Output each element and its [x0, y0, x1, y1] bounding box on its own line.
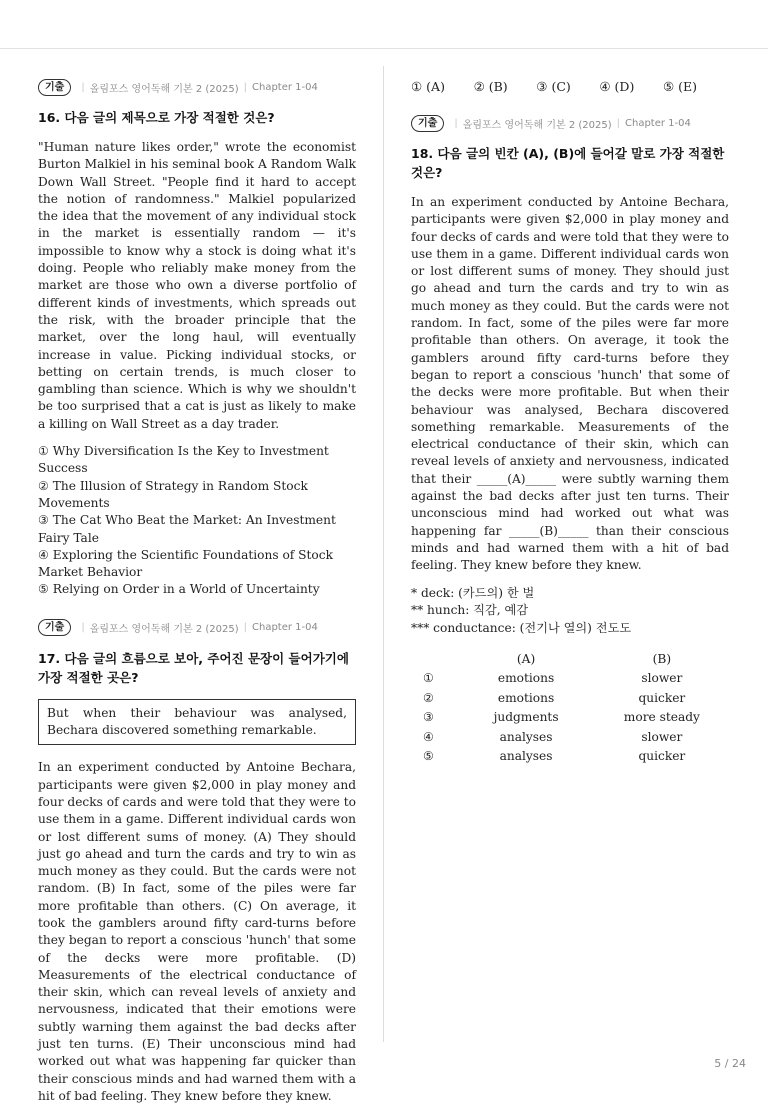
q18-option-row	[415, 727, 729, 747]
q18-option-row	[415, 747, 729, 767]
col-header-a: (A)	[516, 651, 536, 666]
q16-choice: ④ Exploring the Scientific Foundations of Stock Market Behavior	[38, 547, 333, 580]
option-number: ①	[423, 671, 434, 686]
q18-source-line	[411, 114, 729, 132]
q17-source: 올림포스 영어독해 기본 2 (2025)	[89, 624, 239, 636]
header-rule	[0, 48, 768, 49]
separator: |	[616, 117, 621, 129]
q18-options-header	[415, 649, 729, 669]
q17-given-sentence-box: But when their behaviour was analysed, Bechara discovered something remarkable.	[38, 699, 356, 746]
q18-source: 올림포스 영어독해 기본 2 (2025)	[462, 119, 612, 131]
q18-footnote: * deck: (카드의) 한 벌	[411, 585, 535, 600]
option-b: slower	[641, 729, 683, 744]
option-a: analyses	[499, 749, 553, 764]
q18-footnote: ** hunch: 직감, 예감	[411, 603, 529, 618]
q18-option-row	[415, 669, 729, 689]
q17-chapter: Chapter 1-04	[252, 622, 318, 634]
right-column	[411, 78, 729, 766]
q16-choice: ⑤ Relying on Order in a World of Uncertainty	[38, 582, 320, 597]
option-b: more steady	[623, 710, 700, 725]
q17-answer: ① (A)	[411, 79, 445, 94]
q18-tag-badge: 기출	[411, 115, 444, 132]
separator: |	[454, 117, 458, 129]
q17-passage: In an experiment conducted by Antoine Bechara, participants were given $2,000 in play money and four decks of cards and were told that they were to use them in a game. Different individual cards won or lost different sums of money. (A) They should just go ahead and turn the cards and try to win as much money as they could. But the cards were not random. (B) In fact, some of the piles were far more profitable than others. (C) On average, it took the gamblers around fifty card-turns before they began to report a conscious 'hunch' that some of the decks were more profitable. (D) Measurements of the electrical conductance of their skin, which can reveal levels of anxiety and nervousness, indicated that their emotions were subtly warning them against the bad decks after just ten turns. (E) Their unconscious mind had worked out what was happening far quicker than their conscious minds and had warned them with a hit of bad feeling. They knew before they knew.	[38, 760, 356, 1103]
option-a: analyses	[499, 729, 553, 744]
q16-chapter: Chapter 1-04	[252, 81, 318, 93]
q16-choices	[38, 443, 356, 599]
q16-passage: "Human nature likes order," wrote the economist Burton Malkiel in his seminal book A Random Walk Down Wall Street. "People find it hard to accept the notion of randomness." Malkiel popularized the idea that the movement of any individual stock in the market is essentially random — it's impossible to know why a stock is doing what it's doing. People who reliably make money from the market are those who own a diverse portfolio of different kinds of investments, which spreads out the risk, with the broader principle that the market, over the long haul, will eventually increase in value. Picking individual stocks, or betting on certain trends, is much closer to gambling than science. Which is why we shouldn't be too surprised that a cat is just as likely to make a killing on Wall Street as a day trader.	[38, 140, 356, 431]
col-header-b: (B)	[652, 651, 672, 666]
q17-title: 17. 다음 글의 흐름으로 보아, 주어진 문장이 들어가기에 가장 적절한 곳은?	[38, 650, 349, 685]
q18-chapter: Chapter 1-04	[625, 117, 691, 129]
q17-answer: ④ (D)	[599, 79, 635, 94]
option-number: ②	[423, 690, 434, 705]
q17-source-line	[38, 619, 356, 637]
option-b: quicker	[638, 690, 686, 705]
q18-options-table	[415, 649, 729, 766]
option-b: slower	[641, 671, 683, 686]
separator: |	[243, 622, 248, 634]
q17-tag-badge: 기출	[38, 619, 71, 636]
q16-title: 16. 다음 글의 제목으로 가장 적절한 것은?	[38, 110, 275, 125]
q16-source-line	[38, 78, 356, 96]
q17-answer-choices	[411, 78, 697, 96]
q17-answer: ⑤ (E)	[662, 79, 697, 94]
q17-answer: ② (B)	[473, 79, 508, 94]
q16-tag-badge: 기출	[38, 79, 71, 96]
q18-option-row	[415, 688, 729, 708]
separator: |	[81, 622, 85, 634]
q16-choice: ③ The Cat Who Beat the Market: An Investment Fairy Tale	[38, 513, 336, 545]
q16-choice: ② The Illusion of Strategy in Random Stock Movements	[38, 478, 308, 510]
q17-answer: ③ (C)	[536, 79, 571, 94]
option-number: ⑤	[423, 749, 434, 764]
q16-choice: ① Why Diversification Is the Key to Investment Success	[38, 444, 329, 476]
q18-passage: In an experiment conducted by Antoine Bechara, participants were given $2,000 in play money and four decks of cards and were told that they were to use them in a game. Different individual cards won or lost different sums of money. They should just go ahead and turn the cards and try to win as much money as they could. But the cards were not random. In fact, some of the piles were far more profitable than others. On average, it took the gamblers around fifty card-turns before they began to report a conscious 'hunch' that some of the decks were more profitable. But when their behaviour was analysed, Bechara discovered something remarkable. Measurements of the electrical conductance of their skin, which can reveal levels of anxiety and nervousness, indicated that their _____(A)_____ were subtly warning them against the bad decks after just ten turns. Their unconscious mind had worked out what was happening far _____(B)_____ than their conscious minds and had warned them with a hit of bad feeling. They knew before they knew.	[411, 195, 729, 573]
column-divider	[383, 66, 384, 1042]
option-number: ③	[423, 710, 434, 725]
option-b: quicker	[638, 749, 686, 764]
option-number: ④	[423, 729, 434, 744]
separator: |	[243, 81, 248, 93]
q18-option-row	[415, 708, 729, 728]
option-a: emotions	[497, 690, 555, 705]
q18-title: 18. 다음 글의 빈칸 (A), (B)에 들어갈 말로 가장 적절한 것은?	[411, 146, 725, 180]
option-a: judgments	[493, 710, 559, 725]
q18-footnote: *** conductance: (전기나 열의) 전도도	[411, 620, 632, 635]
q18-footnotes	[411, 585, 729, 638]
page-number: 5 / 24	[714, 1057, 746, 1070]
left-column	[38, 78, 356, 1105]
option-a: emotions	[497, 671, 555, 686]
separator: |	[81, 81, 85, 93]
q16-source: 올림포스 영어독해 기본 2 (2025)	[89, 83, 239, 95]
